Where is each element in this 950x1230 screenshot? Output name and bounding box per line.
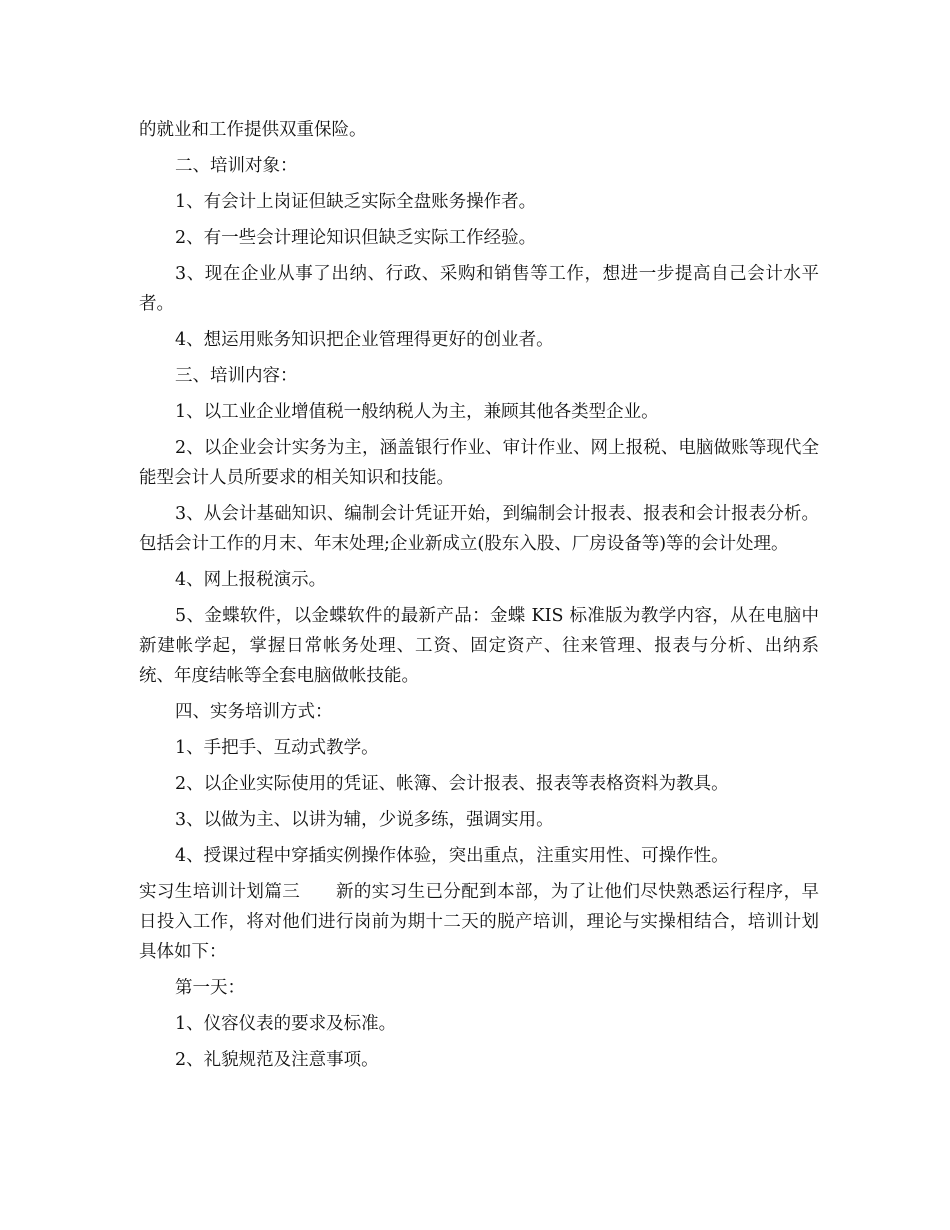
list-item: 4、网上报税演示。: [175, 570, 327, 590]
list-item: 5、金蝶软件，以金蝶软件的最新产品：金蝶 KIS 标准版为教学内容，从在电脑中新建帐学起，掌握日常帐务处理、工资、固定资产、往来管理、报表与分析、出纳系统、年度结帐等全套电脑做帐技能。: [139, 606, 819, 686]
section-heading-training-method: 四、实务培训方式：: [175, 702, 333, 722]
list-item: 4、想运用账务知识把企业管理得更好的创业者。: [175, 330, 554, 350]
list-item: 1、手把手、互动式教学。: [175, 738, 379, 758]
section-heading-training-targets: 二、培训对象：: [175, 156, 298, 176]
list-item: 2、以企业实际使用的凭证、帐簿、会计报表、报表等表格资料为教具。: [175, 774, 729, 794]
paragraph-plan-part-three: 实习生培训计划篇三 新的实习生已分配到本部，为了让他们尽快熟悉运行程序，早日投入工作，将对他们进行岗前为期十二天的脱产培训，理论与实操相结合，培训计划具体如下：: [139, 882, 819, 962]
list-item: 1、有会计上岗证但缺乏实际全盘账务操作者。: [175, 192, 537, 212]
list-item: 2、以企业会计实务为主，涵盖银行作业、审计作业、网上报税、电脑做账等现代全能型会计人员所要求的相关知识和技能。: [139, 438, 819, 488]
day-heading: 第一天：: [175, 978, 245, 998]
list-item: 3、从会计基础知识、编制会计凭证开始，到编制会计报表、报表和会计报表分析。包括会计工作的月末、年末处理;企业新成立(股东入股、厂房设备等)等的会计处理。: [139, 504, 819, 554]
section-heading-training-content: 三、培训内容：: [175, 366, 298, 386]
paragraph: 的就业和工作提供双重保险。: [139, 120, 367, 140]
list-item: 4、授课过程中穿插实例操作体验，突出重点，注重实用性、可操作性。: [175, 846, 729, 866]
list-item: 2、有一些会计理论知识但缺乏实际工作经验。: [175, 228, 537, 248]
list-item: 2、礼貌规范及注意事项。: [175, 1050, 379, 1070]
list-item: 1、以工业企业增值税一般纳税人为主，兼顾其他各类型企业。: [175, 402, 659, 422]
document-body: [139, 115, 819, 1081]
list-item: 3、现在企业从事了出纳、行政、采购和销售等工作，想进一步提高自己会计水平者。: [139, 264, 819, 314]
list-item: 1、仪容仪表的要求及标准。: [175, 1014, 397, 1034]
list-item: 3、以做为主、以讲为辅，少说多练，强调实用。: [175, 810, 554, 830]
